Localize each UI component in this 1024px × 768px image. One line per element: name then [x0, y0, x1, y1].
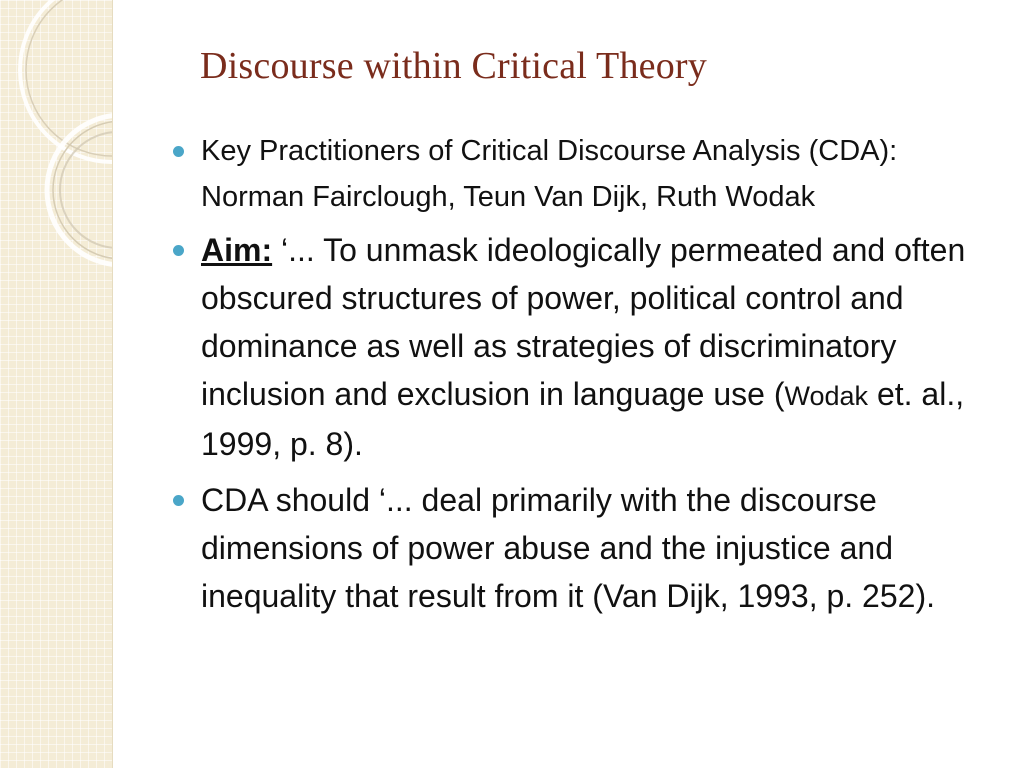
bullet-key-practitioners [168, 128, 988, 220]
bullet-text: CDA should ‘... deal primarily with the discourse dimensions of power abuse and the injustice and inequality that result from it (Van Dijk, 1993, p. 252). [201, 482, 935, 614]
aim-citation-rest: et. al., 1999, p. 8). [201, 376, 965, 462]
bullet-list [168, 128, 988, 628]
aim-label: Aim: [201, 232, 273, 268]
aim-quote-text: ‘... To unmask ideologically permeated and often obscured structures of power, political control and dominance as well as strategies of discriminatory inclusion and exclusion in language use ( [201, 232, 966, 412]
decorative-circles [0, 0, 112, 768]
aim-citation-author: Wodak [784, 381, 869, 411]
bullet-dot-icon [173, 146, 184, 157]
slide-title: Discourse within Critical Theory [200, 45, 707, 87]
bullet-text: Key Practitioners of Critical Discourse Analysis (CDA): Norman Fairclough, Teun Van Dijk, Ruth Wodak [201, 135, 898, 213]
bullet-cda-should [168, 476, 988, 620]
bullet-aim [168, 226, 988, 468]
bullet-dot-icon [173, 495, 184, 506]
decorative-sidebar [0, 0, 113, 768]
bullet-dot-icon [173, 245, 184, 256]
